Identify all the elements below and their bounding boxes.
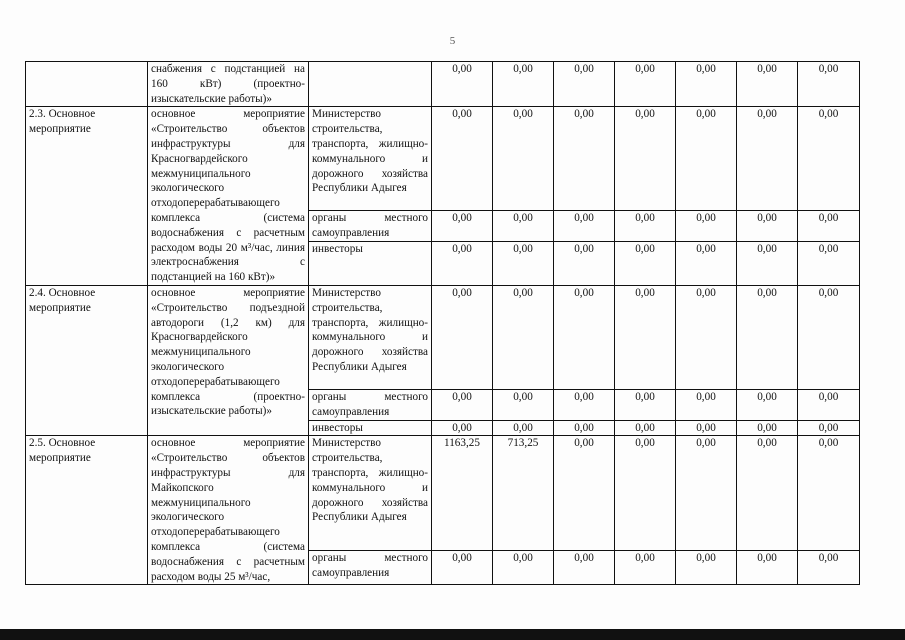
- funding-value: 0,00: [798, 551, 860, 585]
- funding-value: 0,00: [554, 420, 615, 436]
- funding-value: 0,00: [676, 420, 737, 436]
- funding-value: 0,00: [432, 211, 493, 242]
- funding-value: 0,00: [615, 551, 676, 585]
- funding-value: 0,00: [615, 107, 676, 211]
- executor-name: органы местного самоуправления: [309, 389, 432, 420]
- funding-value: 0,00: [737, 107, 798, 211]
- funding-value: 0,00: [554, 436, 615, 551]
- funding-value: 0,00: [493, 211, 554, 242]
- table-row: [26, 62, 860, 107]
- event-description: снабжения с подстанцией на 160 кВт) (проектно-изыскательские работы)»: [148, 62, 309, 107]
- table-row: [26, 107, 860, 211]
- funding-value: 0,00: [554, 211, 615, 242]
- funding-value: 0,00: [737, 551, 798, 585]
- executor-name: инвесторы: [309, 420, 432, 436]
- funding-value: 0,00: [615, 285, 676, 389]
- funding-value: 0,00: [615, 389, 676, 420]
- funding-value: 0,00: [615, 62, 676, 107]
- event-description: основное мероприятие «Строительство объектов инфраструктуры для Майкопского межмуниципального экологического отходоперерабатывающего комплекса (система водоснабжения с расчетным расходом воды 25 м³/час,: [148, 436, 309, 585]
- funding-value: 0,00: [432, 107, 493, 211]
- funding-value: 0,00: [676, 241, 737, 285]
- funding-value: 0,00: [432, 420, 493, 436]
- event-description: основное мероприятие «Строительство объектов инфраструктуры для Красногвардейского межмуниципального экологического отходоперерабатывающего комплекса (система водоснабжения с расчетным расходом воды 20 м³/час, линия электроснабжения с подстанцией на 160 кВт)»: [148, 107, 309, 286]
- funding-value: 0,00: [676, 436, 737, 551]
- funding-value: 0,00: [554, 241, 615, 285]
- executor-name: [309, 62, 432, 107]
- funding-value: 0,00: [798, 241, 860, 285]
- funding-value: 0,00: [737, 389, 798, 420]
- event-label: 2.4. Основное мероприятие: [26, 285, 148, 435]
- event-label: 2.5. Основное мероприятие: [26, 436, 148, 585]
- funding-value: 0,00: [493, 551, 554, 585]
- funding-value: 0,00: [676, 62, 737, 107]
- funding-value: 0,00: [493, 285, 554, 389]
- executor-name: Министерство строительства, транспорта, жилищно-коммунального и дорожного хозяйства Республики Адыгея: [309, 107, 432, 211]
- page-number: 5: [449, 35, 456, 47]
- funding-value: 0,00: [615, 211, 676, 242]
- funding-value: 0,00: [798, 389, 860, 420]
- funding-value: 0,00: [737, 436, 798, 551]
- funding-value: 0,00: [676, 389, 737, 420]
- funding-value: 0,00: [737, 285, 798, 389]
- funding-value: 0,00: [798, 436, 860, 551]
- table-row: [26, 285, 860, 389]
- funding-value: 0,00: [676, 211, 737, 242]
- funding-value: 0,00: [615, 241, 676, 285]
- funding-value: 0,00: [432, 551, 493, 585]
- funding-value: 0,00: [554, 551, 615, 585]
- funding-value: 713,25: [493, 436, 554, 551]
- event-label: 2.3. Основное мероприятие: [26, 107, 148, 286]
- funding-value: 0,00: [676, 551, 737, 585]
- funding-value: 0,00: [798, 285, 860, 389]
- funding-value: 0,00: [737, 211, 798, 242]
- funding-value: 0,00: [493, 62, 554, 107]
- funding-value: 0,00: [798, 107, 860, 211]
- funding-value: 0,00: [432, 285, 493, 389]
- funding-value: 1163,25: [432, 436, 493, 551]
- funding-value: 0,00: [554, 285, 615, 389]
- funding-value: 0,00: [493, 420, 554, 436]
- executor-name: органы местного самоуправления: [309, 211, 432, 242]
- funding-value: 0,00: [737, 62, 798, 107]
- funding-value: 0,00: [737, 241, 798, 285]
- funding-value: 0,00: [493, 241, 554, 285]
- funding-value: 0,00: [432, 389, 493, 420]
- event-label: [26, 62, 148, 107]
- funding-value: 0,00: [798, 62, 860, 107]
- scan-edge: [0, 629, 905, 640]
- funding-value: 0,00: [554, 389, 615, 420]
- funding-value: 0,00: [798, 211, 860, 242]
- funding-value: 0,00: [798, 420, 860, 436]
- funding-value: 0,00: [493, 389, 554, 420]
- executor-name: органы местного самоуправления: [309, 551, 432, 585]
- funding-value: 0,00: [493, 107, 554, 211]
- funding-value: 0,00: [554, 107, 615, 211]
- funding-value: 0,00: [737, 420, 798, 436]
- funding-value: 0,00: [432, 62, 493, 107]
- funding-value: 0,00: [615, 436, 676, 551]
- funding-value: 0,00: [554, 62, 615, 107]
- funding-value: 0,00: [676, 107, 737, 211]
- table-row: [26, 436, 860, 551]
- event-description: основное мероприятие «Строительство подъездной автодороги (1,2 км) для Красногвардейского межмуниципального экологического отходоперерабатывающего комплекса (проектно-изыскательские работы)»: [148, 285, 309, 435]
- funding-value: 0,00: [615, 420, 676, 436]
- executor-name: инвесторы: [309, 241, 432, 285]
- funding-value: 0,00: [676, 285, 737, 389]
- funding-value: 0,00: [432, 241, 493, 285]
- executor-name: Министерство строительства, транспорта, жилищно-коммунального и дорожного хозяйства Республики Адыгея: [309, 285, 432, 389]
- program-table: [25, 61, 860, 585]
- executor-name: Министерство строительства, транспорта, жилищно-коммунального и дорожного хозяйства Республики Адыгея: [309, 436, 432, 551]
